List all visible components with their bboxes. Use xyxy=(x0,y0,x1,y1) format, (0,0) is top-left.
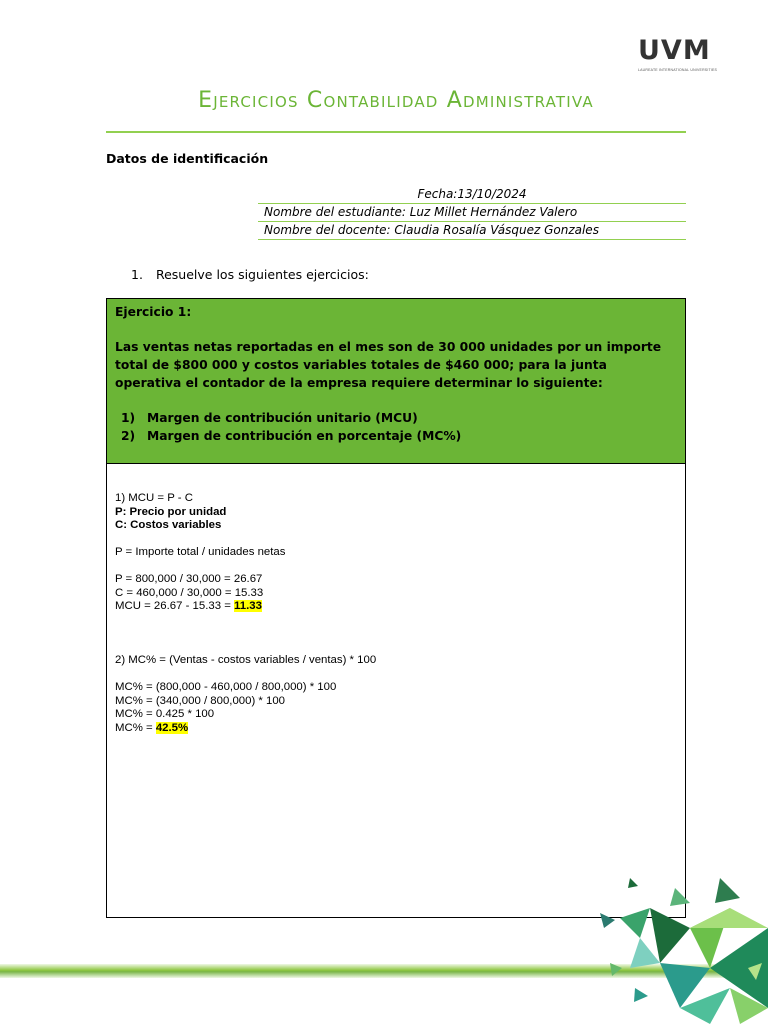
title-divider xyxy=(106,131,686,133)
spacer xyxy=(115,533,677,547)
exercise-solution xyxy=(107,464,685,735)
spacer xyxy=(115,641,677,655)
spacer xyxy=(115,614,677,628)
c-calculation: C = 460,000 / 30,000 = 15.33 xyxy=(115,586,264,599)
exercise-questions xyxy=(115,409,677,445)
student-name-field: Nombre del estudiante: Luz Millet Hernández Valero xyxy=(258,204,686,222)
mc-step: MC% = 0.425 * 100 xyxy=(115,708,215,720)
uvm-logo xyxy=(638,36,718,72)
question-item xyxy=(115,409,677,427)
mcu-calculation xyxy=(115,600,677,614)
spacer xyxy=(115,560,677,574)
question-number: 2) xyxy=(121,429,136,443)
exercise-heading: Ejercicio 1: xyxy=(115,305,192,319)
c-definition: C: Costos variables xyxy=(115,519,222,531)
mcu-result: 11.33 xyxy=(234,600,262,612)
polygon-decoration-icon xyxy=(590,868,768,1024)
exercise-table xyxy=(106,298,686,918)
mc-step: MC% = (800,000 - 460,000 / 800,000) * 100 xyxy=(115,681,337,693)
question-item xyxy=(115,427,677,445)
mc-formula: 2) MC% = (Ventas - costos variables / ventas) * 100 xyxy=(115,654,377,666)
mc-result: 42.5% xyxy=(155,721,189,734)
logo-tagline: LAUREATE INTERNATIONAL UNIVERSITIES xyxy=(638,68,718,72)
exercise-header xyxy=(107,299,685,464)
mc-result-line xyxy=(115,722,677,736)
mc-step: MC% = (340,000 / 800,000) * 100 xyxy=(115,694,286,707)
mc-result-text: MC% = xyxy=(115,721,156,734)
logo-text: UVM xyxy=(638,35,711,66)
spacer xyxy=(115,668,677,682)
date-field: Fecha:13/10/2024 xyxy=(258,186,686,204)
p-formula: P = Importe total / unidades netas xyxy=(115,546,286,558)
question-text: Margen de contribución unitario (MCU) xyxy=(147,411,418,425)
p-definition: P: Precio por unidad xyxy=(115,505,227,518)
spacer xyxy=(115,627,677,641)
exercise-statement: Las ventas netas reportadas en el mes son de 30 000 unidades por un importe total de $800 000 y costos variables totales de $460 000; para la junta operativa el contador de la empresa requiere determinar lo siguiente: xyxy=(115,340,662,390)
section-label: Datos de identificación xyxy=(106,151,269,166)
instruction-number: 1. xyxy=(131,267,143,282)
identification-block xyxy=(258,186,686,240)
instruction-item xyxy=(131,267,369,282)
teacher-name-field: Nombre del docente: Claudia Rosalía Vásquez Gonzales xyxy=(258,222,686,240)
mcu-formula: 1) MCU = P - C xyxy=(115,492,193,504)
mcu-calc-text: MCU = 26.67 - 15.33 = xyxy=(115,600,235,612)
document-title: Ejercicios Contabilidad Administrativa xyxy=(198,88,594,113)
question-text: Margen de contribución en porcentaje (MC%) xyxy=(147,429,462,443)
p-calculation: P = 800,000 / 30,000 = 26.67 xyxy=(115,573,263,585)
instruction-text: Resuelve los siguientes ejercicios: xyxy=(155,267,369,282)
question-number: 1) xyxy=(121,411,136,425)
